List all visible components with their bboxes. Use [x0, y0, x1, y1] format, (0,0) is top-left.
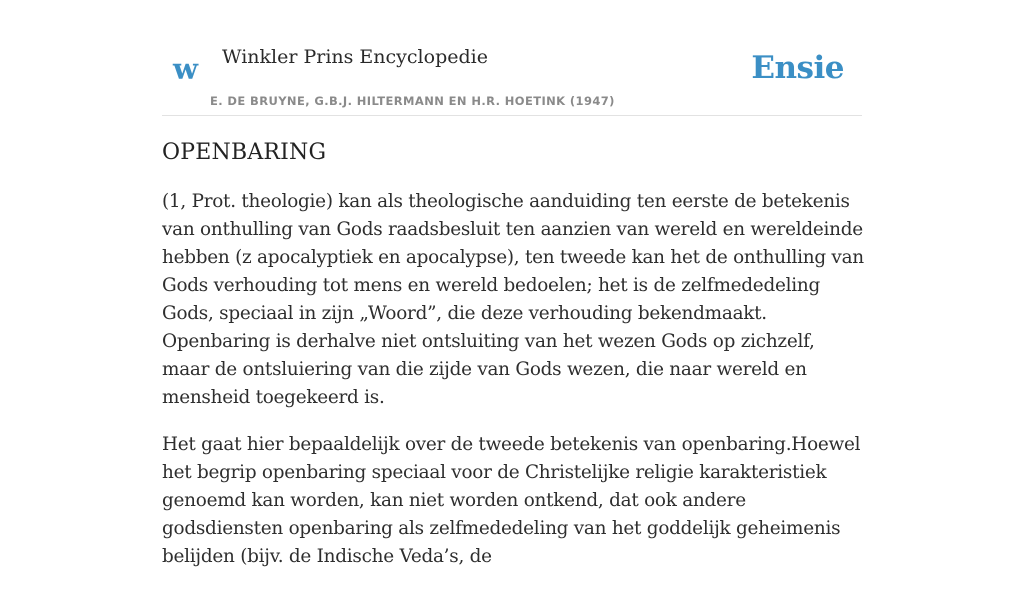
site-title-link[interactable]: Winkler Prins Encyclopedie — [222, 46, 488, 68]
article — [162, 140, 864, 590]
article-paragraph-2: Het gaat hier bepaaldelijk over de tweede betekenis van openbaring.Hoewel het begrip openbaring speciaal voor de Christelijke religie karakteristiek genoemd kan worden, kan niet worden ontkend, dat ook andere godsdiensten openbaring als zelfmededeling van het goddelijk geheimenis belijden (bijv. de Indische Veda’s, de — [162, 434, 861, 567]
site-header — [162, 40, 862, 116]
logo-icon[interactable]: w — [173, 52, 198, 86]
article-title: OPENBARING — [162, 140, 327, 165]
article-paragraph-1: (1, Prot. theologie) kan als theologische aanduiding ten eerste de betekenis van onthulling van Gods raadsbesluit ten aanzien van wereld en wereldeinde hebben (z apocalyptiek en apocalypse), ten tweede kan het de onthulling van Gods verhouding tot mens en wereld bedoelen; het is de zelfmededeling Gods, speciaal in zijn „Woord”, die deze verhouding bekendmaakt. Openbaring is derhalve niet ontsluiting van het wezen Gods op zichzelf, maar de ontsluiering van die zijde van Gods wezen, die naar wereld en mensheid toegekeerd is. — [162, 191, 864, 408]
brand-logo-link[interactable]: Ensie — [751, 50, 844, 86]
authors-line: E. DE BRUYNE, G.B.J. HILTERMANN EN H.R. HOETINK (1947) — [210, 94, 615, 108]
